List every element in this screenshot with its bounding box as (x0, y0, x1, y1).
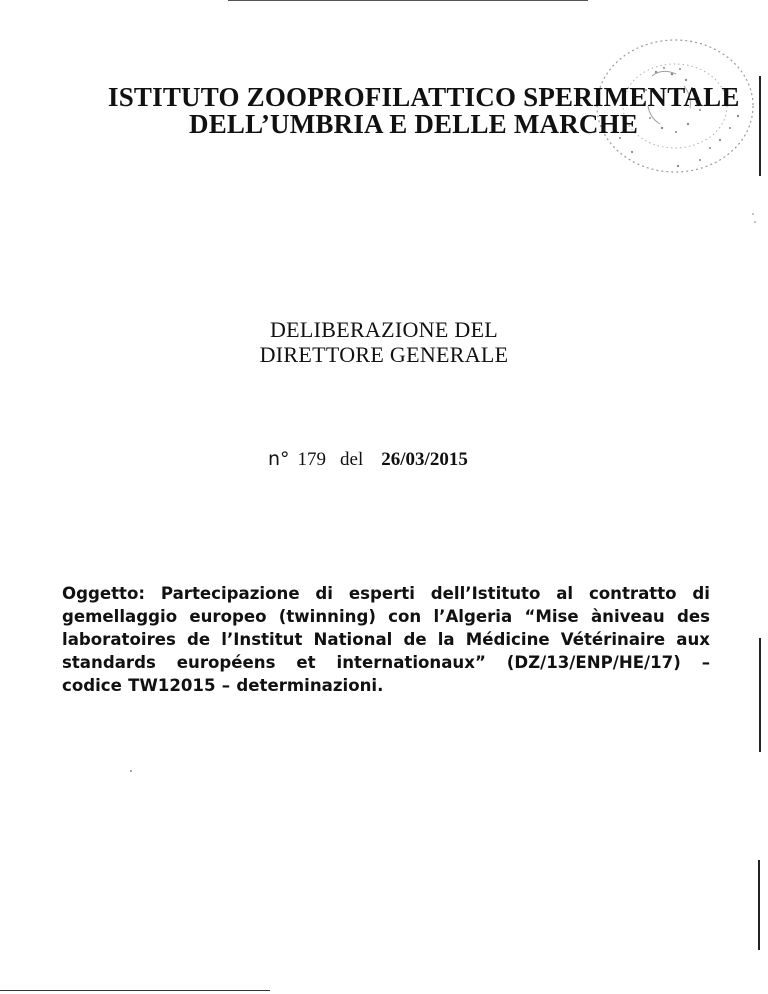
bottom-scan-edge (0, 990, 270, 991)
scan-speck (750, 210, 758, 230)
subject-line: standards européens et internationaux” (DZ/13/ENP/HE/17) – (62, 653, 710, 672)
deliberation-date: 26/03/2015 (381, 449, 468, 470)
subject-paragraph (62, 582, 710, 697)
subject-line: gemellaggio europeo (twinning) con l’Algeria “Mise àniveau des (62, 607, 710, 626)
date-label: del (340, 449, 364, 470)
subject-line: laboratoires de l’Institut National de la Médicine Vétérinaire aux (62, 630, 710, 649)
top-scan-edge (228, 0, 588, 1)
deliberation-number-row (268, 448, 468, 471)
institute-name-line2: DELL’UMBRIA E DELLE MARCHE (189, 109, 639, 139)
institute-name-line1: ISTITUTO ZOOPROFILATTICO SPERIMENTALE (108, 82, 740, 112)
subject-line: codice TW12015 – determinazioni. (62, 676, 384, 695)
number-label: n° (268, 448, 290, 470)
deliberation-number: 179 (297, 449, 327, 470)
scan-edge-mark (758, 860, 760, 950)
document-title-line1: DELIBERAZIONE DEL (269, 317, 499, 342)
subject-line: Oggetto: Partecipazione di esperti dell’Istituto al contratto di (62, 584, 710, 603)
scan-speck (130, 770, 132, 772)
scan-edge-mark (759, 638, 761, 752)
scan-edge-mark (759, 76, 761, 176)
document-title-line2: DIRETTORE GENERALE (259, 342, 509, 367)
